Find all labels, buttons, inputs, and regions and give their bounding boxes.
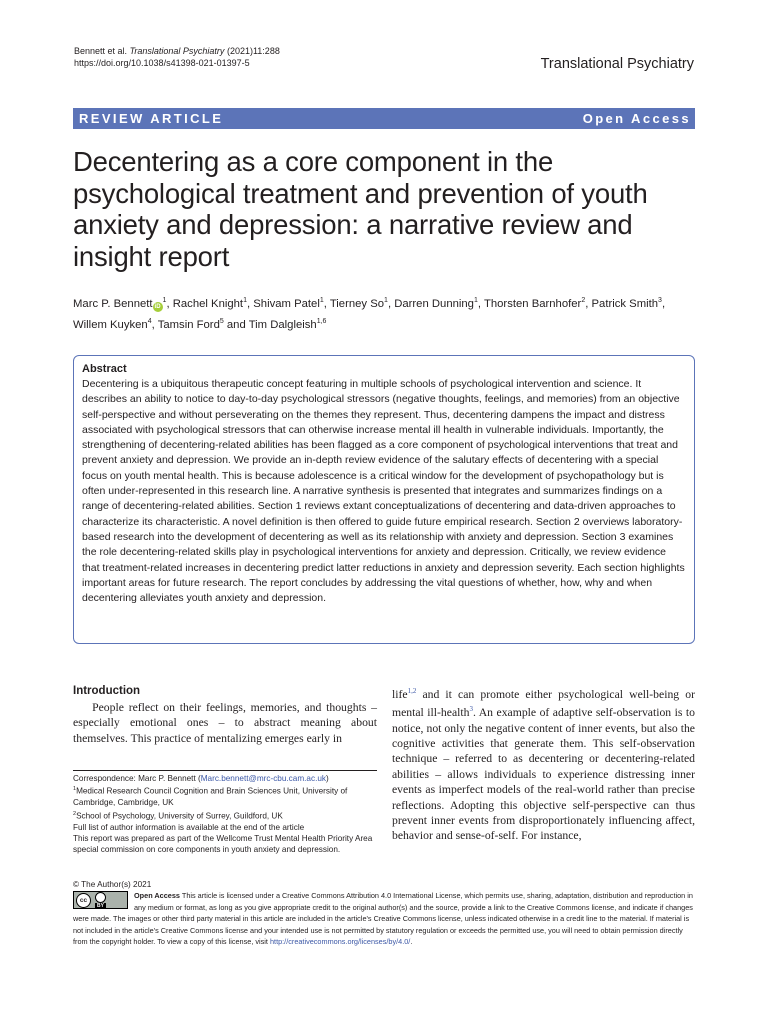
author-affiliation-ref: 2 bbox=[581, 297, 586, 304]
author-name: Rachel Knight bbox=[172, 297, 244, 310]
author-name: Willem Kuyken bbox=[73, 318, 148, 331]
article-title: Decentering as a core component in the psychological treatment and prevention of youth anxiety and depression: a narrative review and insight report bbox=[73, 146, 648, 272]
affiliation-1: Medical Research Council Cognition and Brain Sciences Unit, University of Cambridge, Cambridge, UK bbox=[73, 787, 348, 808]
abstract-box bbox=[73, 355, 695, 644]
orcid-icon[interactable]: iD bbox=[154, 303, 161, 310]
author-name: Tierney So bbox=[329, 297, 385, 310]
by-label: BY bbox=[97, 902, 104, 909]
license-end: . bbox=[410, 937, 413, 947]
citation-authors: Bennett et al. bbox=[74, 46, 128, 56]
correspondence-email[interactable]: Marc.bennett@mrc-cbu.cam.ac.uk bbox=[200, 774, 326, 783]
journal-name: Translational Psychiatry bbox=[540, 56, 694, 72]
author-affiliation-ref: 4 bbox=[147, 317, 152, 325]
license-link[interactable]: http://creativecommons.org/licenses/by/4.0/ bbox=[269, 937, 411, 947]
abstract-heading: Abstract bbox=[82, 363, 127, 375]
author-affiliation-ref: 3 bbox=[658, 297, 662, 304]
citation-ref[interactable]: 1,2 bbox=[407, 687, 417, 695]
by-icon bbox=[95, 892, 106, 909]
intro-col1-text: People reflect on their feelings, memories, and thoughts – especially emotional ones – to abstract meaning about themselves. This practice of mentalizing emerges early in bbox=[73, 701, 377, 745]
correspondence-close: ) bbox=[326, 774, 329, 783]
intro-column-2 bbox=[392, 684, 695, 844]
article-type-banner bbox=[73, 108, 695, 129]
copyright-line: © The Author(s) 2021 bbox=[73, 880, 152, 889]
abstract-text: Decentering is a ubiquitous therapeutic concept featuring in multiple schools of psychological intervention and science. It describes an ability to notice to day-to-day psychological stressors (negative thoughts, feelings, and memories) from an objective self-perspective and without perseverating on the themes they represent. Thus, decentering dampens the impact and distress associated with psychological stressors that can otherwise increase mental ill health in vulnerable individuals. Importantly, the strengthening of decentering-related abilities has been flagged as a core component of psychological interventions that treat and prevent anxiety and depression. We provide an in-depth review evidence of the salutary effects of decentering with a special focus on youth mental health. This is because adolescence is a critical window for the development of psychopathology but is often under-represented in this research line. A narrative synthesis is presented that integrates and summarizes findings on a range of decentering-related abilities. Section 1 reviews extant conceptualizations of decentering and data-driven approaches to characterize its characteristic. A novel definition is then offered to guide future empirical research. Section 2 overviews laboratory-based research into the development of decentering as well as its relationship with anxiety and depression. Section 3 examines the role decentering-related skills play in psychological interventions for anxiety and depression. Critically, we review evidence that treatment-related increases in decentering predict latter reductions in anxiety and depression severity. Each section highlights important areas for future research. The report concludes by addressing the vital questions of whether, how, why and when decentering alleviates youth anxiety and depression. bbox=[82, 378, 685, 605]
footnote-divider bbox=[73, 770, 377, 771]
author-info-note: Full list of author information is available at the end of the article bbox=[73, 822, 305, 832]
citation-ref[interactable]: 3 bbox=[469, 705, 473, 714]
person-icon bbox=[95, 892, 106, 903]
commission-note: This report was prepared as part of the Wellcome Trust Mental Health Priority Area special commission on core components in youth anxiety and depression. bbox=[73, 833, 373, 855]
author-affiliation-ref: 1 bbox=[473, 297, 478, 304]
author-name: Marc P. Bennett bbox=[73, 297, 153, 310]
author-affiliation-ref: 1 bbox=[162, 297, 167, 304]
author-name: Patrick Smith bbox=[591, 297, 659, 310]
open-access-label: Open Access bbox=[582, 111, 691, 126]
citation-header bbox=[74, 45, 280, 69]
cc-by-badge[interactable] bbox=[73, 891, 128, 909]
citation-volume: (2021)11:288 bbox=[226, 46, 280, 56]
license-block bbox=[73, 890, 699, 948]
author-affiliation-ref: 1 bbox=[384, 297, 388, 304]
citation-journal: Translational Psychiatry bbox=[129, 46, 225, 56]
author-name: Darren Dunning bbox=[394, 297, 474, 310]
author-affiliation-ref: 1,6 bbox=[316, 317, 327, 325]
author-affiliation-ref: 1 bbox=[243, 297, 247, 304]
license-text: This article is licensed under a Creative Commons Attribution 4.0 International License, which permits use, sharing, adaptation, distribution and reproduction in any medium or format, as long as you give appropriate credit to the original author(s) and the source, provide a link to the Creative Commons license, and indicate if changes were made. The images or other third party material in this article are included in the article's Creative Commons license, unless indicated otherwise in a credit line to the material. If material is not included in the article's Creative Commons license and your intended use is not permitted by statutory regulation or exceeds the permitted use, you will need to obtain permission directly from the copyright holder. To view a copy of this license, visit bbox=[73, 891, 693, 947]
intro-column-1 bbox=[73, 700, 377, 746]
introduction-heading: Introduction bbox=[73, 685, 141, 697]
cc-icon: cc bbox=[76, 893, 91, 908]
correspondence-block: Correspondence: Marc P. Bennett (Marc.bennett@mrc-cbu.cam.ac.uk) $^1$Medical Research Council Cognition and Brain Sciences Unit, University of Cambridge, Cambridge, UK $^2$School of Psychology, University of Surrey, Guildford, UK Full list of author information is available at the end of the article This report was prepared as part of the Wellcome Trust Mental Health Priority Area special commission on core components in youth anxiety and depression. bbox=[73, 774, 373, 855]
author-name: Tim Dalgleish bbox=[248, 318, 317, 331]
intro-col2-text-a: life bbox=[392, 687, 408, 701]
open-access-bold: Open Access bbox=[134, 891, 180, 900]
intro-col2-text-c: . An example of adaptive self-observation is to notice, not only the negative content of inner events, but also the cognitive activities that generate them. This self-observation technique – referred to as decentering or decentering-related abilities – allows individuals to experience distressing inner events as imperfect models of the real-world rather than precise reflections. Adopting this objective self-perspective can thus prevent inner events from disproportionately influencing affect, behavior and sense-of-self. For instance, bbox=[392, 706, 696, 843]
article-type-label: REVIEW ARTICLE bbox=[79, 111, 224, 126]
author-list: Marc P. Bennett $iD^1$, Rachel Knight$^1$, Shivam Patel$^1$, Tierney So$^1$, Darren Dunning$^1$, Thorsten Barnhofer$^2$, Patrick Smith$^3$, Willem Kuyken$^4$, Tamsin Ford$^5$ and Tim Dalgleish$^{1,6}$ bbox=[73, 297, 666, 331]
author-name: Shivam Patel bbox=[253, 297, 320, 310]
correspondence-label: Correspondence: Marc P. Bennett ( bbox=[73, 774, 201, 783]
author-name: Thorsten Barnhofer bbox=[483, 297, 582, 310]
author-affiliation-ref: 1 bbox=[319, 297, 324, 304]
doi-link[interactable]: https://doi.org/10.1038/s41398-021-01397-5 bbox=[74, 58, 250, 68]
affiliation-2: School of Psychology, University of Surrey, Guildford, UK bbox=[76, 811, 283, 821]
author-affiliation-ref: 5 bbox=[219, 317, 224, 325]
author-name: Tamsin Ford bbox=[157, 318, 220, 331]
intro-col2-text-b: and it can promote either psychological well-being or mental ill-health bbox=[392, 687, 695, 720]
